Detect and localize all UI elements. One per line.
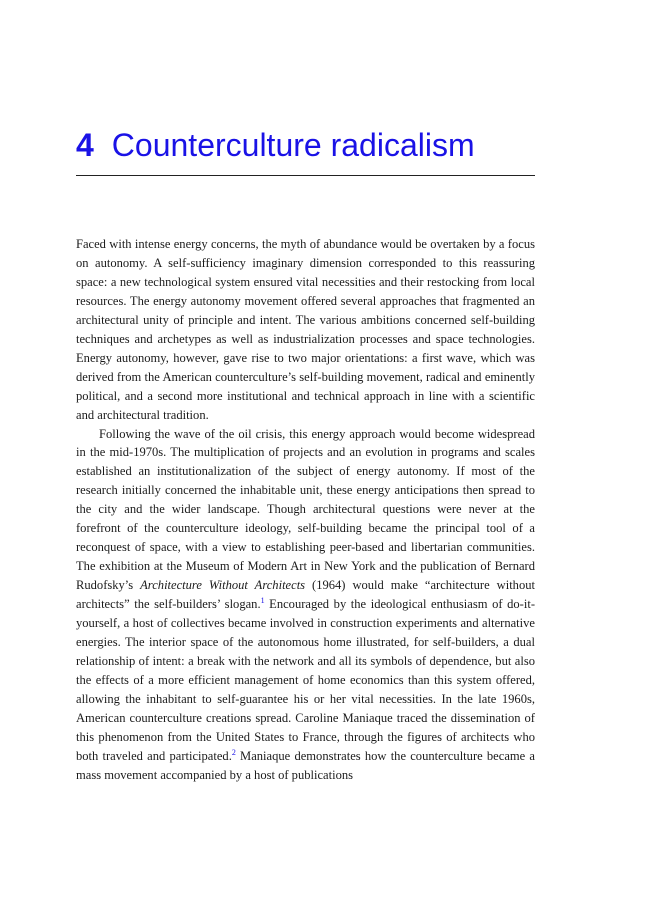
- paragraph-2-text: Maniaque demonstrates how the counterculture became a mass movement accompanied by a host of publications: [76, 748, 536, 782]
- chapter-title: Counterculture radicalism: [111, 127, 475, 163]
- footnote-ref-2[interactable]: 2: [231, 747, 236, 757]
- paragraph-2-text: Following the wave of the oil crisis, this energy approach would become widespread in the mid-1970s. The multiplication of projects and an evolution in programs and scales established an institutionalization of the subject of energy autonomy. If most of the research initially concerned the inhabitable unit, these energy anticipations then spread to the city and the wider landscape. Though architectural questions were never at the forefront of the counterculture ideology, self-building became the principal tool of a reconquest of space, with a view to establishing peer-based and libertarian communities. The exhibition at the Museum of Modern Art in New York and the publication of Bernard Rudofsky’s: [76, 426, 535, 593]
- footnote-ref-1[interactable]: 1: [260, 596, 265, 606]
- chapter-heading: [76, 124, 536, 166]
- paragraph-2: [76, 425, 535, 785]
- body-text: [76, 235, 535, 785]
- paragraph-2-text: (1964) would make “architecture without architects” the self-builders’ slogan.: [76, 578, 535, 612]
- chapter-number: 4: [76, 127, 94, 163]
- paragraph-1: Faced with intense energy concerns, the myth of abundance would be overtaken by a focus on autonomy. A self-sufficiency imaginary dimension corresponded to this reassuring space: a new technological system ensured vital necessities and their restocking from local resources. The energy autonomy movement offered several approaches that fragmented an architectural unity of principle and intent. The various ambitions concerned self-building techniques and archetypes as well as industrialization processes and space technologies. Energy autonomy, however, gave rise to two major orientations: a first wave, which was derived from the American counterculture’s self-building movement, radical and eminently political, and a second more institutional and technical approach in line with a scientific and architectural tradition.: [76, 237, 535, 422]
- book-title: Architecture Without Architects: [140, 578, 306, 593]
- chapter-rule: [76, 175, 535, 176]
- paragraph-2-text: Encouraged by the ideological enthusiasm of do-it-yourself, a host of collectives became involved in construction experiments and alternative energies. The interior space of the autonomous home illustrated, for self-builders, a dual relationship of intent: a break with the network and all its symbols of dependence, but also the effects of a more efficient management of home economics than this system offered, allowing the inhabitant to self-guarantee his or her vital necessities. In the late 1960s, American counterculture creations spread. Caroline Maniaque traced the dissemination of this phenomenon from the United States to France, through the figures of architects who both traveled and participated.: [76, 597, 535, 763]
